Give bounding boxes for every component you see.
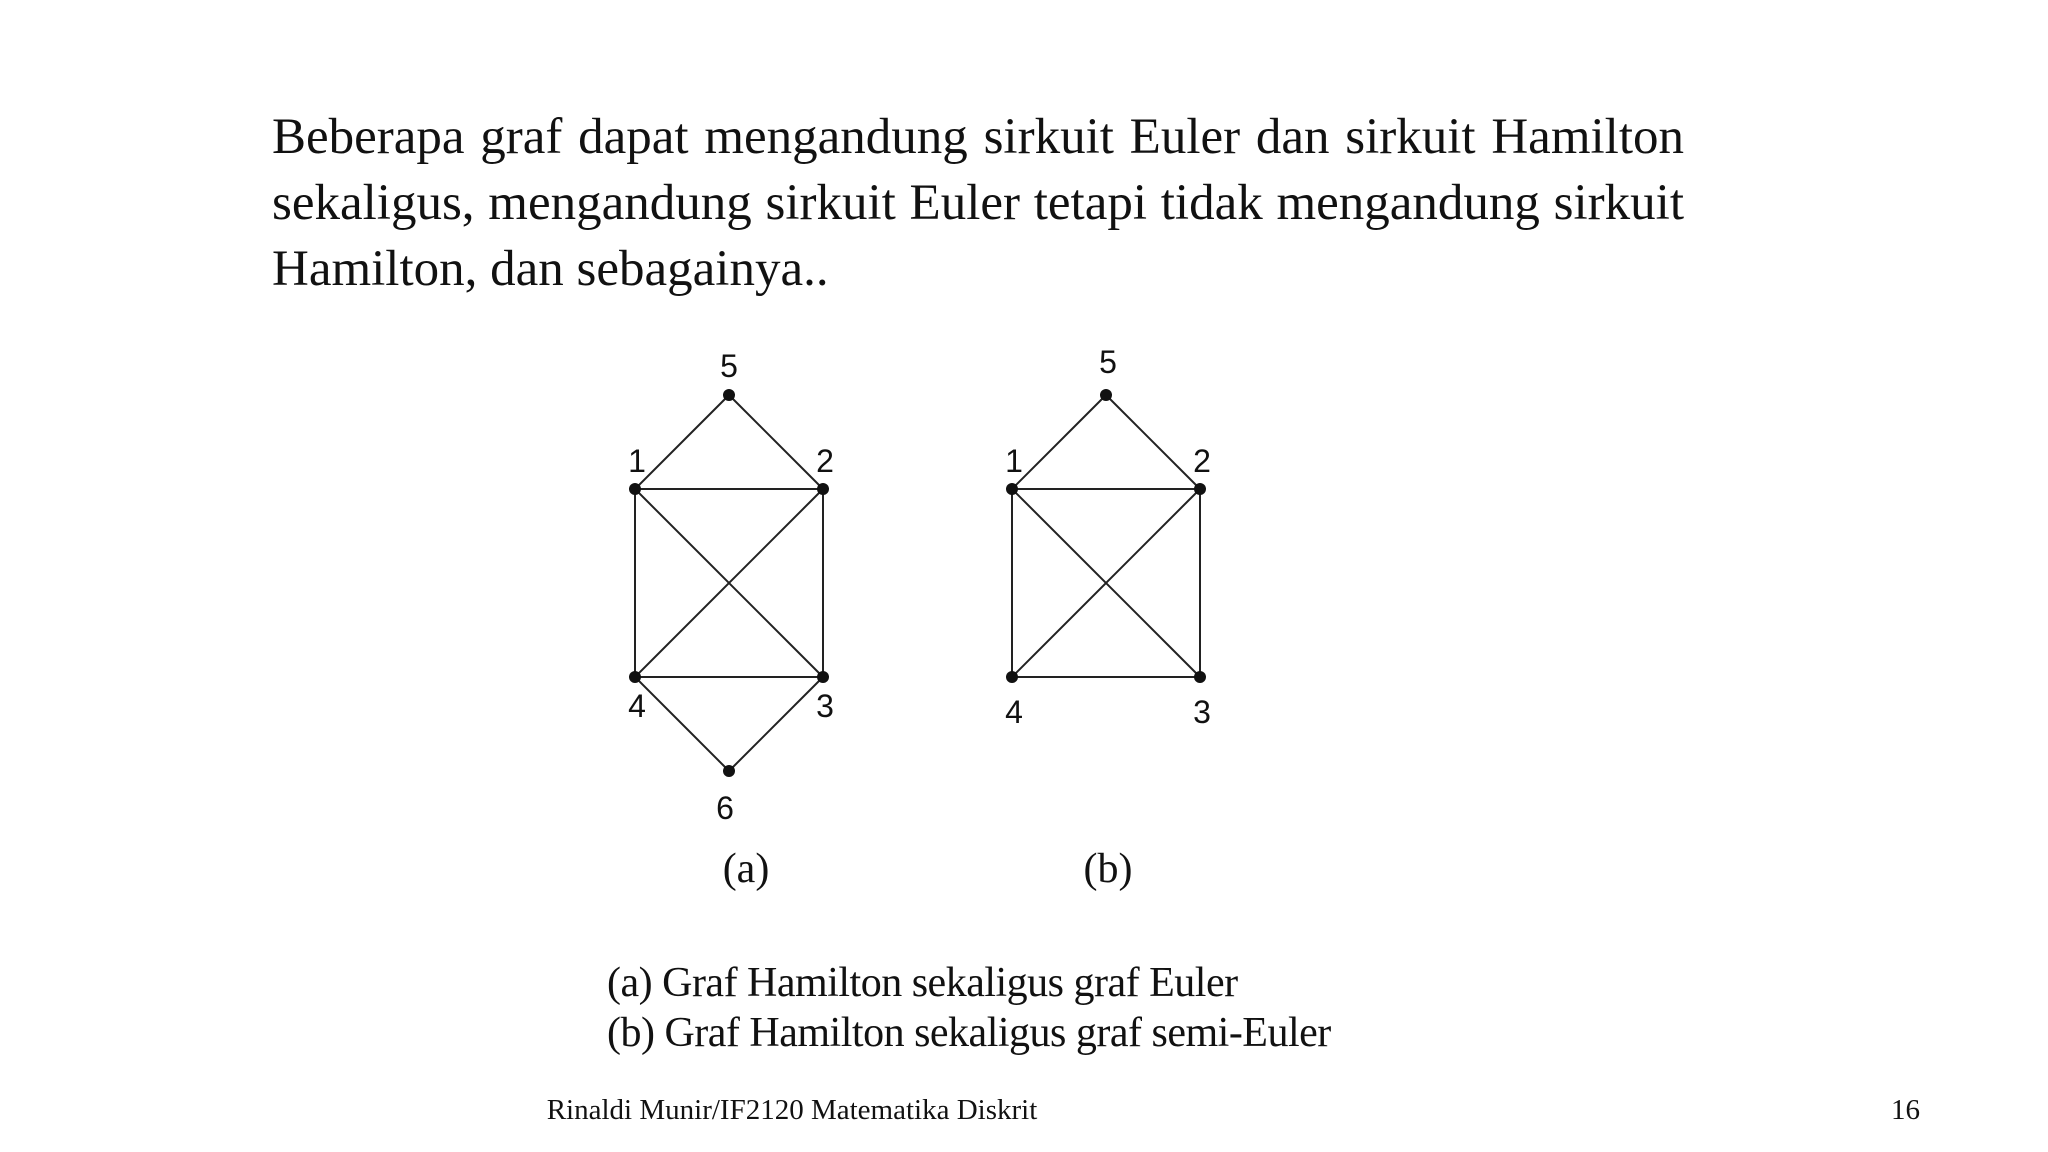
vertex-b-5 <box>1100 389 1112 401</box>
footer-credit: Rinaldi Munir/IF2120 Matematika Diskrit <box>546 1094 1038 1126</box>
vertex-b-1 <box>1006 483 1018 495</box>
vertex-a-3 <box>817 671 829 683</box>
vertex-a-6 <box>723 765 735 777</box>
graph-b-vertices <box>1006 389 1206 683</box>
vertex-label-b-2: 2 <box>1193 443 1211 479</box>
vertex-label-a-3: 3 <box>816 688 834 724</box>
edge-a-6-3 <box>729 677 823 771</box>
figure-captions <box>607 958 1331 1058</box>
vertex-b-2 <box>1194 483 1206 495</box>
vertex-a-4 <box>629 671 641 683</box>
panel-label-b: (b) <box>1083 846 1133 892</box>
vertex-a-1 <box>629 483 641 495</box>
graph-a-labels <box>628 348 834 892</box>
vertex-label-a-6: 6 <box>716 790 734 826</box>
edge-a-1-5 <box>635 395 729 489</box>
page-number: 16 <box>1891 1094 1920 1126</box>
edge-a-4-6 <box>635 677 729 771</box>
vertex-label-b-3: 3 <box>1193 694 1211 730</box>
vertex-label-a-1: 1 <box>628 443 646 479</box>
graph-b <box>1012 395 1200 677</box>
vertex-b-3 <box>1194 671 1206 683</box>
vertex-label-a-2: 2 <box>816 443 834 479</box>
vertex-label-b-5: 5 <box>1099 344 1117 380</box>
graph-b-labels <box>1005 344 1211 892</box>
graph-a <box>635 395 823 771</box>
vertex-label-b-1: 1 <box>1005 443 1023 479</box>
intro-paragraph: Beberapa graf dapat mengandung sirkuit Euler dan sirkuit Hamilton sekaligus, mengandung sirkuit Euler tetapi tidak mengandung sirkuit Hamilton, dan sebagainya.. <box>272 109 1684 297</box>
vertex-a-2 <box>817 483 829 495</box>
edge-b-5-2 <box>1106 395 1200 489</box>
vertex-b-4 <box>1006 671 1018 683</box>
edge-b-1-5 <box>1012 395 1106 489</box>
vertex-label-a-4: 4 <box>628 688 646 724</box>
panel-label-a: (a) <box>722 846 770 892</box>
vertex-label-b-4: 4 <box>1005 694 1023 730</box>
vertex-a-5 <box>723 389 735 401</box>
caption-a: (a) Graf Hamilton sekaligus graf Euler <box>607 960 1238 1006</box>
edge-a-5-2 <box>729 395 823 489</box>
caption-b: (b) Graf Hamilton sekaligus graf semi-Euler <box>607 1010 1331 1056</box>
vertex-label-a-5: 5 <box>720 348 738 384</box>
